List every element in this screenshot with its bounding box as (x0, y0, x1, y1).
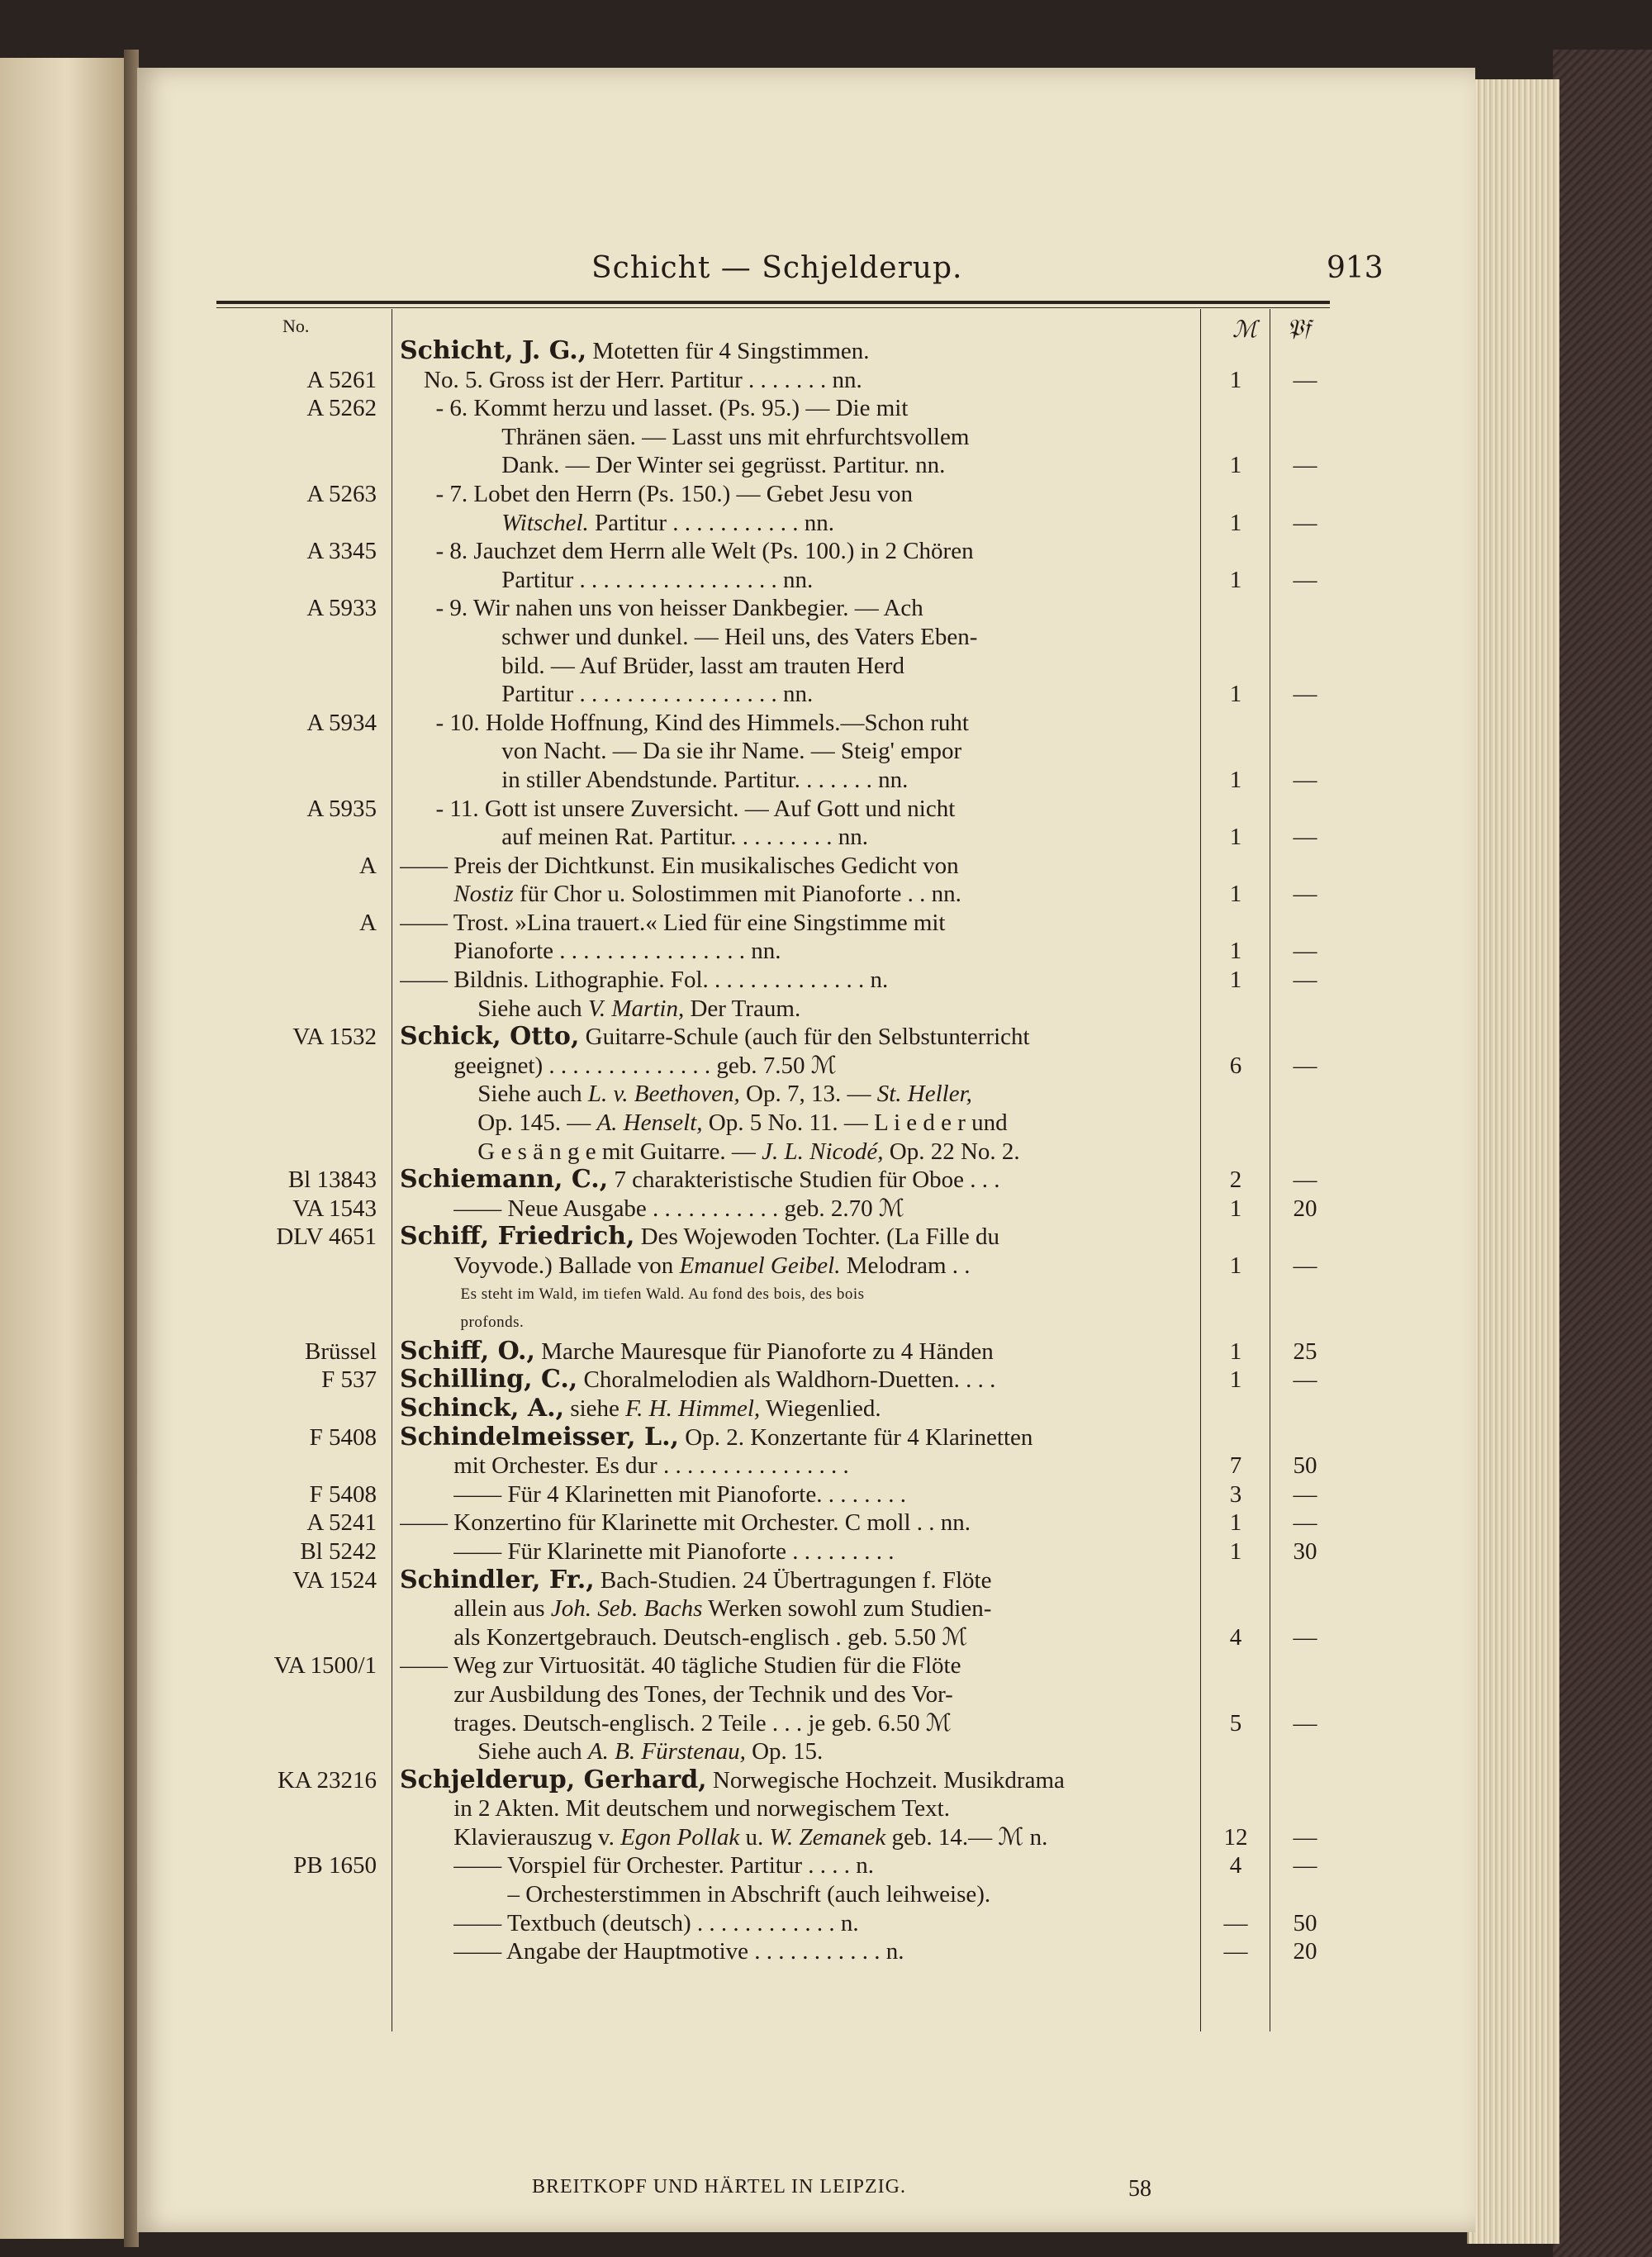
entry-text: Nostiz für Chor u. Solostimmen mit Pianoforte . . nn. (453, 881, 961, 908)
entry-text: - 11. Gott ist unsere Zuversicht. — Auf Gott und nicht (400, 795, 956, 822)
entry-text: Schindler, Fr., Bach-Studien. 24 Übertragungen f. Flöte (400, 1566, 992, 1594)
entry-text: schwer und dunkel. — Heil uns, des Vaters Eben- (400, 623, 978, 650)
catalog-line (137, 709, 1475, 738)
entry-text: - 10. Holde Hoffnung, Kind des Himmels.—Schon ruht (400, 709, 969, 736)
price-mark: 1 (1229, 1509, 1242, 1537)
price-pfennig: 20 (1293, 1195, 1317, 1222)
price-mark: 1 (1229, 1195, 1242, 1222)
price-mark: 3 (1229, 1480, 1242, 1508)
entry-text: Klavierauszug v. Egon Pollak u. W. Zemanek geb. 14.— ℳ n. (400, 1823, 1048, 1851)
catalog-line (137, 394, 1475, 423)
entry-text: —— Für Klarinette mit Pianoforte . . . . . . . . . (400, 1537, 895, 1565)
catalog-page (137, 68, 1475, 2232)
price-mark: 4 (1229, 1852, 1242, 1879)
price-mark: 1 (1229, 766, 1242, 793)
price-pfennig: — (1293, 1823, 1317, 1851)
catalog-number: Bl 5242 (300, 1537, 377, 1565)
price-mark: 1 (1229, 938, 1242, 965)
entry-text: Witschel. Partitur . . . . . . . . . . . nn. (501, 509, 835, 536)
price-pfennig: — (1293, 1167, 1317, 1194)
price-mark: 1 (1229, 967, 1242, 994)
catalog-line (137, 766, 1475, 795)
catalog-line (137, 480, 1475, 509)
entry-text: - 9. Wir nahen uns von heisser Dankbegier. — Ach (400, 595, 923, 622)
catalog-line (137, 1909, 1475, 1938)
price-mark: 2 (1229, 1167, 1242, 1194)
catalog-line (137, 337, 1475, 366)
catalog-line (137, 1138, 1475, 1167)
entry-text: - 7. Lobet den Herrn (Ps. 150.) — Gebet Jesu von (400, 480, 913, 507)
price-mark: 1 (1229, 1366, 1242, 1394)
entry-text: Schjelderup, Gerhard, Norwegische Hochzeit. Musikdrama (400, 1765, 1065, 1794)
catalog-line (137, 995, 1475, 1024)
price-pfennig: — (1293, 1709, 1317, 1737)
catalog-number: VA 1543 (292, 1195, 377, 1222)
price-mark: — (1223, 1909, 1248, 1936)
price-pfennig: — (1293, 1852, 1317, 1879)
entry-text: trages. Deutsch-englisch. 2 Teile . . . je geb. 6.50 ℳ (400, 1709, 952, 1737)
price-pfennig: — (1293, 766, 1317, 793)
catalog-line (137, 937, 1475, 966)
catalog-line (137, 1851, 1475, 1880)
price-mark: 1 (1229, 452, 1242, 479)
catalog-line (137, 1395, 1475, 1423)
price-mark: 1 (1229, 1338, 1242, 1365)
price-mark: 12 (1223, 1823, 1248, 1851)
publisher-imprint: BREITKOPF UND HÄRTEL IN LEIPZIG. (532, 2176, 906, 2198)
price-mark: 1 (1229, 566, 1242, 593)
catalog-line (137, 1252, 1475, 1281)
catalog-line (137, 623, 1475, 652)
price-pfennig: — (1293, 967, 1317, 994)
catalog-line (137, 509, 1475, 538)
entry-text: als Konzertgebrauch. Deutsch-englisch . geb. 5.50 ℳ (400, 1623, 968, 1651)
catalog-line (137, 680, 1475, 709)
catalog-number: DLV 4651 (276, 1224, 377, 1251)
catalog-line (137, 1223, 1475, 1252)
catalog-number: F 5408 (309, 1480, 377, 1508)
price-mark: 1 (1229, 881, 1242, 908)
catalog-line (137, 566, 1475, 595)
price-pfennig: 50 (1293, 1452, 1317, 1480)
price-pfennig: — (1293, 1052, 1317, 1079)
price-mark: 4 (1229, 1623, 1242, 1651)
entry-text: Partitur . . . . . . . . . . . . . . . . . nn. (400, 681, 814, 708)
price-pfennig: 30 (1293, 1537, 1317, 1565)
catalog-line (137, 1537, 1475, 1566)
entry-text: Thränen säen. — Lasst uns mit ehrfurchtsvollem (400, 423, 970, 450)
entry-text: —— Bildnis. Lithographie. Fol. . . . . . . . . . . . . . n. (400, 967, 889, 994)
price-pfennig: — (1293, 509, 1317, 536)
entry-text: profonds. (400, 1314, 525, 1332)
page-block-edges (1467, 79, 1559, 2244)
catalog-entries (137, 337, 1475, 1966)
catalog-number: A 5262 (306, 395, 377, 422)
catalog-number: VA 1524 (292, 1566, 377, 1594)
catalog-line (137, 1423, 1475, 1452)
entry-text: mit Orchester. Es dur . . . . . . . . . . . . . . . . (400, 1452, 849, 1480)
price-pfennig: — (1293, 566, 1317, 593)
price-mark: 6 (1229, 1052, 1242, 1079)
header-rule-thin (216, 307, 1330, 308)
catalog-line (137, 1109, 1475, 1138)
catalog-number: PB 1650 (293, 1852, 377, 1879)
price-mark: 1 (1229, 824, 1242, 851)
catalog-line (137, 366, 1475, 395)
catalog-line (137, 594, 1475, 623)
price-pfennig: 25 (1293, 1338, 1317, 1365)
catalog-line (137, 852, 1475, 881)
price-mark: 1 (1229, 509, 1242, 536)
entry-text: —— Preis der Dichtkunst. Ein musikalisches Gedicht von (400, 852, 959, 879)
entry-text: auf meinen Rat. Partitur. . . . . . . . . nn. (400, 824, 869, 851)
sheet-signature: 58 (1128, 2176, 1151, 2202)
entry-text: - 6. Kommt herzu und lasset. (Ps. 95.) — Die mit (400, 395, 909, 422)
page-number: 913 (1327, 251, 1384, 285)
entry-text: in stiller Abendstunde. Partitur. . . . . . . nn. (400, 766, 909, 793)
running-title: Schicht — Schjelderup. (591, 251, 963, 285)
price-pfennig: — (1293, 366, 1317, 393)
entry-text: —— Konzertino für Klarinette mit Orchester. C moll . . nn. (400, 1509, 971, 1537)
catalog-line (137, 451, 1475, 480)
catalog-line (137, 537, 1475, 566)
price-pfennig: 50 (1293, 1909, 1317, 1936)
catalog-line (137, 737, 1475, 766)
column-header-no: No. (282, 316, 310, 336)
catalog-number: KA 23216 (277, 1766, 377, 1794)
catalog-number: A 3345 (306, 538, 377, 565)
catalog-line (137, 909, 1475, 938)
entry-text: —— Neue Ausgabe . . . . . . . . . . . geb. 2.70 ℳ (400, 1195, 904, 1222)
entry-text: - 8. Jauchzet dem Herrn alle Welt (Ps. 100.) in 2 Chören (400, 538, 974, 565)
entry-text: Schicht, J. G., Motetten für 4 Singstimmen. (400, 337, 870, 365)
catalog-number: A 5933 (306, 595, 377, 622)
catalog-line (137, 1195, 1475, 1224)
column-header-mark: ℳ (1232, 317, 1257, 343)
price-pfennig: — (1293, 1252, 1317, 1279)
entry-text: geeignet) . . . . . . . . . . . . . . geb. 7.50 ℳ (400, 1052, 837, 1079)
catalog-line (137, 1166, 1475, 1195)
price-pfennig: 20 (1293, 1938, 1317, 1965)
entry-text: Op. 145. — A. Henselt, Op. 5 No. 11. — L i e d e r und (400, 1109, 1008, 1137)
entry-text: Schiff, Friedrich, Des Wojewoden Tochter. (La Fille du (400, 1223, 999, 1252)
entry-text: Siehe auch A. B. Fürstenau, Op. 15. (400, 1738, 824, 1765)
facing-page-edge (0, 58, 124, 2239)
catalog-line (137, 1023, 1475, 1052)
catalog-line (137, 1452, 1475, 1480)
catalog-line (137, 1823, 1475, 1852)
catalog-line (137, 966, 1475, 995)
catalog-number: A (359, 909, 377, 936)
catalog-number: VA 1500/1 (273, 1652, 377, 1680)
price-mark: 1 (1229, 681, 1242, 708)
catalog-line (137, 1338, 1475, 1366)
entry-text: —— Weg zur Virtuosität. 40 tägliche Studien für die Flöte (400, 1652, 961, 1680)
price-mark: 7 (1229, 1452, 1242, 1480)
entry-text: —— Trost. »Lina trauert.« Lied für eine Singstimme mit (400, 909, 946, 936)
catalog-number: Brüssel (305, 1338, 377, 1365)
price-mark: — (1223, 1938, 1248, 1965)
page-header (137, 248, 1475, 297)
page-footer (137, 2176, 1475, 2209)
book-cover (1553, 50, 1652, 2257)
price-pfennig: — (1293, 1623, 1317, 1651)
catalog-line (137, 423, 1475, 452)
catalog-line (137, 1309, 1475, 1338)
entry-text: Siehe auch V. Martin, Der Traum. (400, 995, 801, 1022)
header-rule-thick (216, 301, 1330, 304)
entry-text: Voyvode.) Ballade von Emanuel Geibel. Melodram . . (400, 1252, 971, 1279)
entry-text: Schindelmeisser, L., Op. 2. Konzertante für 4 Klarinetten (400, 1423, 1033, 1452)
entry-text: bild. — Auf Brüder, lasst am trauten Herd (400, 652, 904, 679)
entry-text: —— Angabe der Hauptmotive . . . . . . . . . . . n. (400, 1938, 904, 1965)
entry-text: Partitur . . . . . . . . . . . . . . . . . nn. (400, 566, 814, 593)
catalog-line (137, 1366, 1475, 1395)
entry-text: Schick, Otto, Guitarre-Schule (auch für den Selbstunterricht (400, 1023, 1030, 1052)
catalog-line (137, 1766, 1475, 1795)
catalog-line (137, 652, 1475, 681)
catalog-line (137, 1651, 1475, 1680)
entry-text: zur Ausbildung des Tones, der Technik und des Vor- (400, 1680, 953, 1708)
entry-text: Schilling, C., Choralmelodien als Waldhorn-Duetten. . . . (400, 1366, 996, 1395)
catalog-number: F 537 (321, 1366, 377, 1394)
entry-text: Pianoforte . . . . . . . . . . . . . . . . nn. (400, 938, 781, 965)
price-pfennig: — (1293, 452, 1317, 479)
entry-text: Dank. — Der Winter sei gegrüsst. Partitur. nn. (400, 452, 946, 479)
catalog-line (137, 1052, 1475, 1081)
catalog-line (137, 1680, 1475, 1709)
entry-text: von Nacht. — Da sie ihr Name. — Steig' empor (400, 738, 962, 765)
catalog-line (137, 1566, 1475, 1595)
catalog-number: A 5261 (306, 366, 377, 393)
price-pfennig: — (1293, 1480, 1317, 1508)
entry-text: —— Für 4 Klarinetten mit Pianoforte. . . . . . . . (400, 1480, 906, 1508)
catalog-line (137, 1937, 1475, 1966)
price-mark: 1 (1229, 366, 1242, 393)
price-pfennig: — (1293, 938, 1317, 965)
catalog-line (137, 795, 1475, 824)
entry-text: Schiff, O., Marche Mauresque für Pianoforte zu 4 Händen (400, 1337, 994, 1366)
entry-text: – Orchesterstimmen in Abschrift (auch leihweise). (400, 1881, 991, 1908)
entry-text: No. 5. Gross ist der Herr. Partitur . . . . . . . nn. (400, 366, 862, 393)
price-pfennig: — (1293, 881, 1317, 908)
price-pfennig: — (1293, 681, 1317, 708)
catalog-number: Bl 13843 (287, 1167, 377, 1194)
entry-text: G e s ä n g e mit Guitarre. — J. L. Nicodé, Op. 22 No. 2. (400, 1138, 1020, 1165)
price-pfennig: — (1293, 1366, 1317, 1394)
price-pfennig: — (1293, 824, 1317, 851)
entry-text: allein aus Joh. Seb. Bachs Werken sowohl zum Studien- (400, 1595, 992, 1623)
price-mark: 5 (1229, 1709, 1242, 1737)
catalog-line (137, 1509, 1475, 1537)
entry-text: in 2 Akten. Mit deutschem und norwegischem Text. (400, 1795, 950, 1822)
catalog-line (137, 1594, 1475, 1623)
catalog-number: A 5935 (306, 795, 377, 822)
catalog-line (137, 1737, 1475, 1766)
catalog-number: F 5408 (309, 1423, 377, 1451)
entry-text: Es steht im Wald, im tiefen Wald. Au fond des bois, des bois (400, 1285, 865, 1303)
catalog-line (137, 1794, 1475, 1823)
catalog-line (137, 880, 1475, 909)
catalog-number: VA 1532 (292, 1024, 377, 1051)
column-header-pfennig: 𝔓𝔣 (1287, 316, 1311, 341)
catalog-line (137, 1080, 1475, 1109)
entry-text: Schinck, A., siehe F. H. Himmel, Wiegenlied. (400, 1394, 881, 1423)
catalog-line (137, 1880, 1475, 1909)
catalog-number: A 5241 (306, 1509, 377, 1537)
catalog-line (137, 1281, 1475, 1309)
price-mark: 1 (1229, 1252, 1242, 1279)
entry-text: Siehe auch L. v. Beethoven, Op. 7, 13. — St. Heller, (400, 1081, 972, 1108)
catalog-number: A 5934 (306, 709, 377, 736)
entry-text: Schiemann, C., 7 charakteristische Studien für Oboe . . . (400, 1166, 1000, 1195)
entry-text: —— Textbuch (deutsch) . . . . . . . . . . . . n. (400, 1909, 859, 1936)
price-pfennig: — (1293, 1509, 1317, 1537)
price-mark: 1 (1229, 1537, 1242, 1565)
catalog-line (137, 1709, 1475, 1738)
catalog-line (137, 823, 1475, 852)
entry-text: —— Vorspiel für Orchester. Partitur . . . . n. (400, 1852, 875, 1879)
catalog-number: A 5263 (306, 480, 377, 507)
catalog-line (137, 1623, 1475, 1652)
catalog-number: A (359, 852, 377, 879)
catalog-line (137, 1480, 1475, 1509)
